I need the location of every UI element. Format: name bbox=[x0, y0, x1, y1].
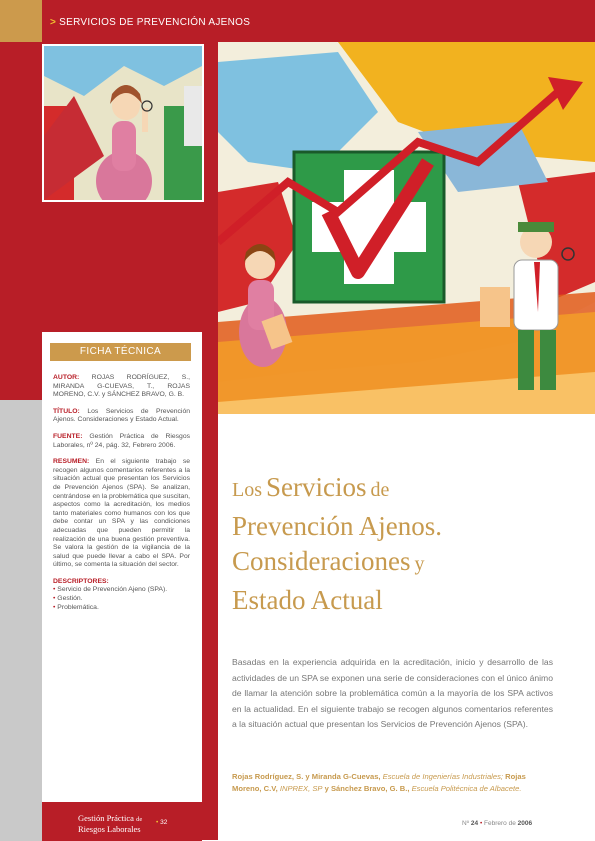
issue-info bbox=[462, 820, 532, 827]
bullet-icon: • bbox=[479, 820, 483, 827]
author-name: Rojas Rodríguez, S. y Miranda G-Cuevas, bbox=[232, 772, 381, 781]
title-line: Estado Actual bbox=[232, 585, 383, 615]
issue-month: Febrero de bbox=[484, 820, 516, 827]
author-affiliation: Escuela Politécnica de Albacete. bbox=[411, 784, 522, 793]
article-title bbox=[232, 470, 572, 618]
autor-label: AUTOR: bbox=[53, 374, 80, 381]
issue-label: Nº bbox=[462, 820, 470, 827]
left-grey-strip bbox=[0, 400, 42, 841]
descriptor-item: • Problemática. bbox=[53, 604, 190, 613]
journal-name bbox=[78, 814, 142, 834]
page-number-value: 32 bbox=[160, 819, 168, 826]
small-illustration bbox=[42, 44, 204, 202]
descriptores-label: DESCRIPTORES: bbox=[53, 577, 109, 585]
fuente-text: Gestión Práctica de Riesgos Laborales, nº 24, pág. 32, Febrero 2006. bbox=[53, 432, 191, 449]
author-affiliation: INPREX, SP bbox=[279, 784, 323, 793]
title-word: y bbox=[414, 553, 425, 575]
journal-line-2: Riesgos Laborales bbox=[78, 823, 141, 834]
section-header bbox=[50, 17, 250, 28]
author-conjunction: y bbox=[324, 784, 329, 793]
descriptores-list bbox=[53, 586, 190, 612]
title-line: Prevención Ajenos. bbox=[232, 511, 442, 541]
titulo-text: Los Servicios de Prevención Ajenos. Consideraciones y Estado Actual. bbox=[53, 407, 191, 424]
title-word: Consideraciones bbox=[232, 546, 411, 576]
titulo-entry bbox=[53, 408, 190, 425]
descriptor-item: • Servicio de Prevención Ajeno (SPA). bbox=[53, 586, 190, 595]
issue-year: 2006 bbox=[517, 820, 533, 827]
abstract-paragraph: Basadas en la experiencia adquirida en la acreditación, inicio y desarrollo de las actividades de un SPA se exponen una serie de consideraciones con el único ánimo de llamar la atención sobre la problemática común a la mayoría de los SPA activos en la actualidad. En el siguiente trabajo se recogen algunos comentarios referentes a la situación actual que presentan los Servicios de Prevención Ajenos (SPA). bbox=[232, 657, 553, 730]
author-name: Sánchez Bravo, G. B., bbox=[330, 784, 410, 793]
authors-line bbox=[232, 771, 557, 795]
fuente-label: FUENTE: bbox=[53, 432, 83, 440]
bullet-icon: • bbox=[156, 819, 159, 826]
page-number bbox=[156, 819, 167, 826]
autor-entry bbox=[53, 374, 190, 400]
author-affiliation: Escuela de Ingenierías Industriales; bbox=[382, 772, 503, 781]
title-word: Servicios bbox=[266, 472, 367, 502]
resumen-label: RESUMEN: bbox=[53, 458, 90, 466]
issue-number: 24 bbox=[470, 820, 479, 827]
journal-line-1: Gestión Práctica bbox=[78, 813, 134, 823]
header-arrow-icon: > bbox=[50, 17, 57, 28]
title-word: de bbox=[370, 479, 390, 501]
title-word: Los bbox=[232, 479, 262, 501]
ficha-tecnica-content bbox=[53, 374, 190, 612]
journal-de: de bbox=[136, 816, 143, 823]
main-illustration bbox=[218, 42, 595, 414]
resumen-text: En el siguiente trabajo se recogen algunos comentarios referentes a la situación actual que presentan los Servicios de Prevención Ajenos (SPA). Se analizan, centrándose en la problemática que suscitan, aspectos como la acreditación, los medios tanto materiales como humanos con los que debe contar un SPA y las condiciones adecuadas que pueden permitir la realización de una buena gestión preventiva. Se valora la gestión de la vigilancia de la salud que puede llevar a cabo el SPA. Por último, se comenta la situación del sector. bbox=[53, 458, 191, 569]
author-name: Rojas Moreno, C.V, bbox=[232, 772, 526, 793]
titulo-label: TÍTULO: bbox=[53, 407, 80, 415]
fuente-entry bbox=[53, 433, 190, 450]
header-gold-block bbox=[0, 0, 42, 42]
ficha-tecnica-title: FICHA TÉCNICA bbox=[50, 343, 191, 361]
descriptor-item: • Gestión. bbox=[53, 595, 190, 604]
autor-text: ROJAS RODRÍGUEZ, S., MIRANDA G-CUEVAS, T., ROJAS MORENO, C.V. y SÁNCHEZ BRAVO, G. B. bbox=[53, 374, 191, 399]
section-title: SERVICIOS DE PREVENCIÓN AJENOS bbox=[59, 17, 251, 28]
resumen-entry bbox=[53, 458, 190, 570]
